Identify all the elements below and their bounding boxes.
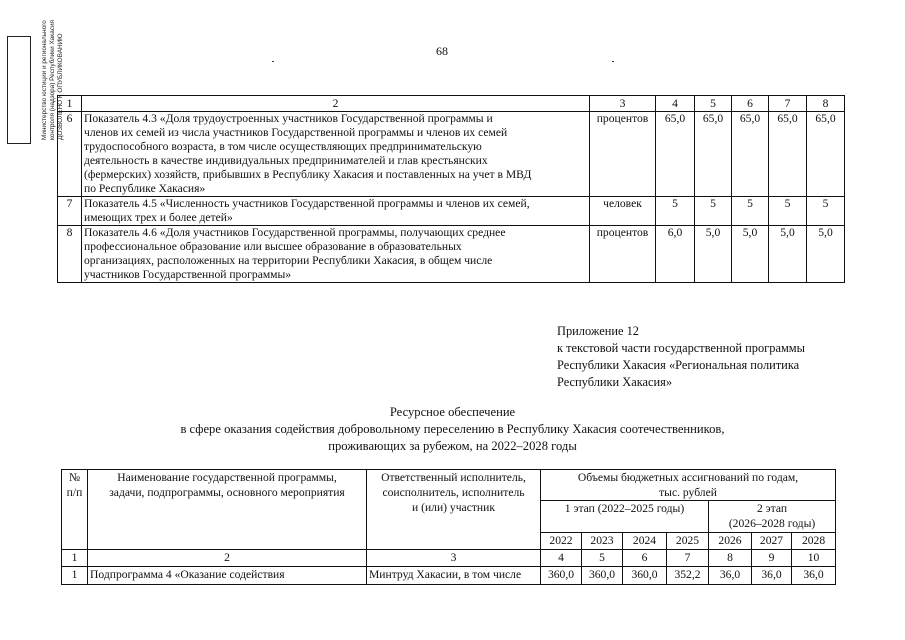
header-cell: 1 bbox=[58, 96, 82, 112]
header-cell: 3 bbox=[590, 96, 656, 112]
table-row bbox=[58, 226, 845, 283]
column-number: 6 bbox=[623, 550, 667, 567]
description-line: деятельность в качестве индивидуальных предпринимателей и глав крестьянских bbox=[84, 154, 488, 167]
year-header: 2025 bbox=[667, 533, 709, 550]
appendix-line: Приложение 12 bbox=[557, 324, 639, 338]
registration-stamp bbox=[7, 20, 64, 146]
executor-name: Минтруд Хакасии, в том числе bbox=[367, 567, 541, 585]
value-cell: 5 bbox=[695, 197, 732, 226]
value-cell: 5 bbox=[769, 197, 807, 226]
stamp-frame bbox=[7, 36, 31, 144]
value-cell: 65,0 bbox=[769, 112, 807, 197]
header-line: п/п bbox=[66, 486, 83, 499]
header-line: 2 этап bbox=[756, 502, 788, 515]
column-number: 8 bbox=[709, 550, 752, 567]
column-header-number bbox=[62, 470, 88, 550]
header-line: Ответственный исполнитель, bbox=[381, 471, 526, 484]
title-line: Ресурсное обеспечение bbox=[389, 405, 516, 419]
column-number: 1 bbox=[62, 550, 88, 567]
row-number: 7 bbox=[58, 197, 82, 226]
value-cell: 5,0 bbox=[695, 226, 732, 283]
header-line: задачи, подпрограммы, основного мероприятия bbox=[109, 486, 345, 499]
row-number: 8 bbox=[58, 226, 82, 283]
year-header: 2028 bbox=[792, 533, 836, 550]
indicator-header-row bbox=[58, 96, 845, 112]
indicator-description bbox=[82, 112, 590, 197]
stage-1-header: 1 этап (2022–2025 годы) bbox=[541, 501, 709, 533]
subprogram-name: Подпрограмма 4 «Оказание содействия bbox=[88, 567, 367, 585]
budget-value: 36,0 bbox=[752, 567, 792, 585]
year-header: 2026 bbox=[709, 533, 752, 550]
table-row bbox=[58, 197, 845, 226]
description-line: (фермерских) хозяйств, прибывших в Республику Хакасия и поставленных на учет в МВД bbox=[84, 168, 532, 181]
row-number: 6 bbox=[58, 112, 82, 197]
scan-speck bbox=[612, 61, 614, 62]
value-cell: 5,0 bbox=[807, 226, 845, 283]
description-line: профессиональное образование или высшее образование в образовательных bbox=[84, 240, 462, 253]
header-cell: 4 bbox=[656, 96, 695, 112]
value-cell: 65,0 bbox=[732, 112, 769, 197]
description-line: Показатель 4.5 «Численность участников Государственной программы и членов их семей, bbox=[84, 197, 530, 210]
column-header-budget bbox=[541, 470, 836, 501]
column-number: 7 bbox=[667, 550, 709, 567]
description-line: членов их семей из числа участников Государственной программы и членов их семей bbox=[84, 126, 508, 139]
column-number: 2 bbox=[88, 550, 367, 567]
budget-value: 360,0 bbox=[541, 567, 582, 585]
header-cell: 7 bbox=[769, 96, 807, 112]
description-line: имеющих трех и более детей» bbox=[84, 211, 233, 224]
year-header: 2027 bbox=[752, 533, 792, 550]
header-line: Объемы бюджетных ассигнований по годам, bbox=[577, 471, 799, 484]
budget-value: 360,0 bbox=[623, 567, 667, 585]
value-cell: 65,0 bbox=[695, 112, 732, 197]
title-line: проживающих за рубежом, на 2022–2028 годы bbox=[328, 439, 577, 453]
header-cell: 8 bbox=[807, 96, 845, 112]
table-row bbox=[62, 567, 836, 585]
budget-value: 36,0 bbox=[709, 567, 752, 585]
title-line: в сфере оказания содействия добровольному переселению в Республику Хакасия соотечественников, bbox=[180, 422, 725, 436]
column-number-row bbox=[62, 550, 836, 567]
stamp-line: ДОЗВОЛЕНО К ОПУБЛИКОВАНИЮ bbox=[57, 33, 64, 140]
header-line: тыс. рублей bbox=[659, 486, 717, 499]
column-header-executor bbox=[367, 470, 541, 550]
indicator-table bbox=[57, 95, 845, 283]
value-cell: 5 bbox=[807, 197, 845, 226]
header-cell: 5 bbox=[695, 96, 732, 112]
description-line: Показатель 4.6 «Доля участников Государственной программы, получающих среднее bbox=[84, 226, 506, 239]
header-line: соисполнитель, исполнитель bbox=[382, 486, 525, 499]
column-number: 4 bbox=[541, 550, 582, 567]
resource-table bbox=[61, 469, 836, 585]
header-cell: 6 bbox=[732, 96, 769, 112]
header-cell: 2 bbox=[82, 96, 590, 112]
value-cell: 6,0 bbox=[656, 226, 695, 283]
resource-header-row bbox=[62, 470, 836, 501]
unit-cell: процентов bbox=[590, 226, 656, 283]
year-header: 2022 bbox=[541, 533, 582, 550]
page-number: 68 bbox=[436, 44, 448, 58]
appendix-line: к текстовой части государственной программы bbox=[557, 341, 805, 355]
value-cell: 65,0 bbox=[807, 112, 845, 197]
column-number: 5 bbox=[582, 550, 623, 567]
table-row bbox=[58, 112, 845, 197]
value-cell: 5,0 bbox=[769, 226, 807, 283]
stage-2-header bbox=[709, 501, 836, 533]
appendix-line: Республики Хакасия «Региональная политика bbox=[557, 358, 800, 372]
budget-value: 352,2 bbox=[667, 567, 709, 585]
row-number: 1 bbox=[62, 567, 88, 585]
resource-title bbox=[100, 404, 805, 455]
column-number: 10 bbox=[792, 550, 836, 567]
description-line: Показатель 4.3 «Доля трудоустроенных участников Государственной программы и bbox=[84, 112, 493, 125]
indicator-description bbox=[82, 197, 590, 226]
stamp-line: Министерство юстиции и регионального bbox=[41, 20, 48, 140]
budget-value: 360,0 bbox=[582, 567, 623, 585]
value-cell: 5 bbox=[656, 197, 695, 226]
column-number: 3 bbox=[367, 550, 541, 567]
indicator-description bbox=[82, 226, 590, 283]
unit-cell: процентов bbox=[590, 112, 656, 197]
header-line: (2026–2028 годы) bbox=[728, 517, 816, 530]
description-line: по Республике Хакасия» bbox=[84, 182, 206, 195]
column-header-name bbox=[88, 470, 367, 550]
appendix-line: Республики Хакасия» bbox=[557, 375, 673, 389]
column-number: 9 bbox=[752, 550, 792, 567]
value-cell: 65,0 bbox=[656, 112, 695, 197]
stamp-line: контроля (надзора) Республики Хакасия bbox=[49, 20, 56, 140]
value-cell: 5 bbox=[732, 197, 769, 226]
header-line: № bbox=[68, 471, 81, 484]
year-header: 2023 bbox=[582, 533, 623, 550]
unit-cell: человек bbox=[590, 197, 656, 226]
description-line: организациях, расположенных на территории Республики Хакасия, в общем числе bbox=[84, 254, 493, 267]
header-line: Наименование государственной программы, bbox=[117, 471, 337, 484]
scan-speck bbox=[272, 61, 274, 62]
description-line: участников Государственной программы» bbox=[84, 268, 292, 281]
budget-value: 36,0 bbox=[792, 567, 836, 585]
appendix-note bbox=[557, 323, 805, 391]
year-header: 2024 bbox=[623, 533, 667, 550]
description-line: трудоспособного возраста, в том числе осуществляющих предпринимательскую bbox=[84, 140, 482, 153]
header-line: и (или) участник bbox=[412, 501, 495, 514]
value-cell: 5,0 bbox=[732, 226, 769, 283]
